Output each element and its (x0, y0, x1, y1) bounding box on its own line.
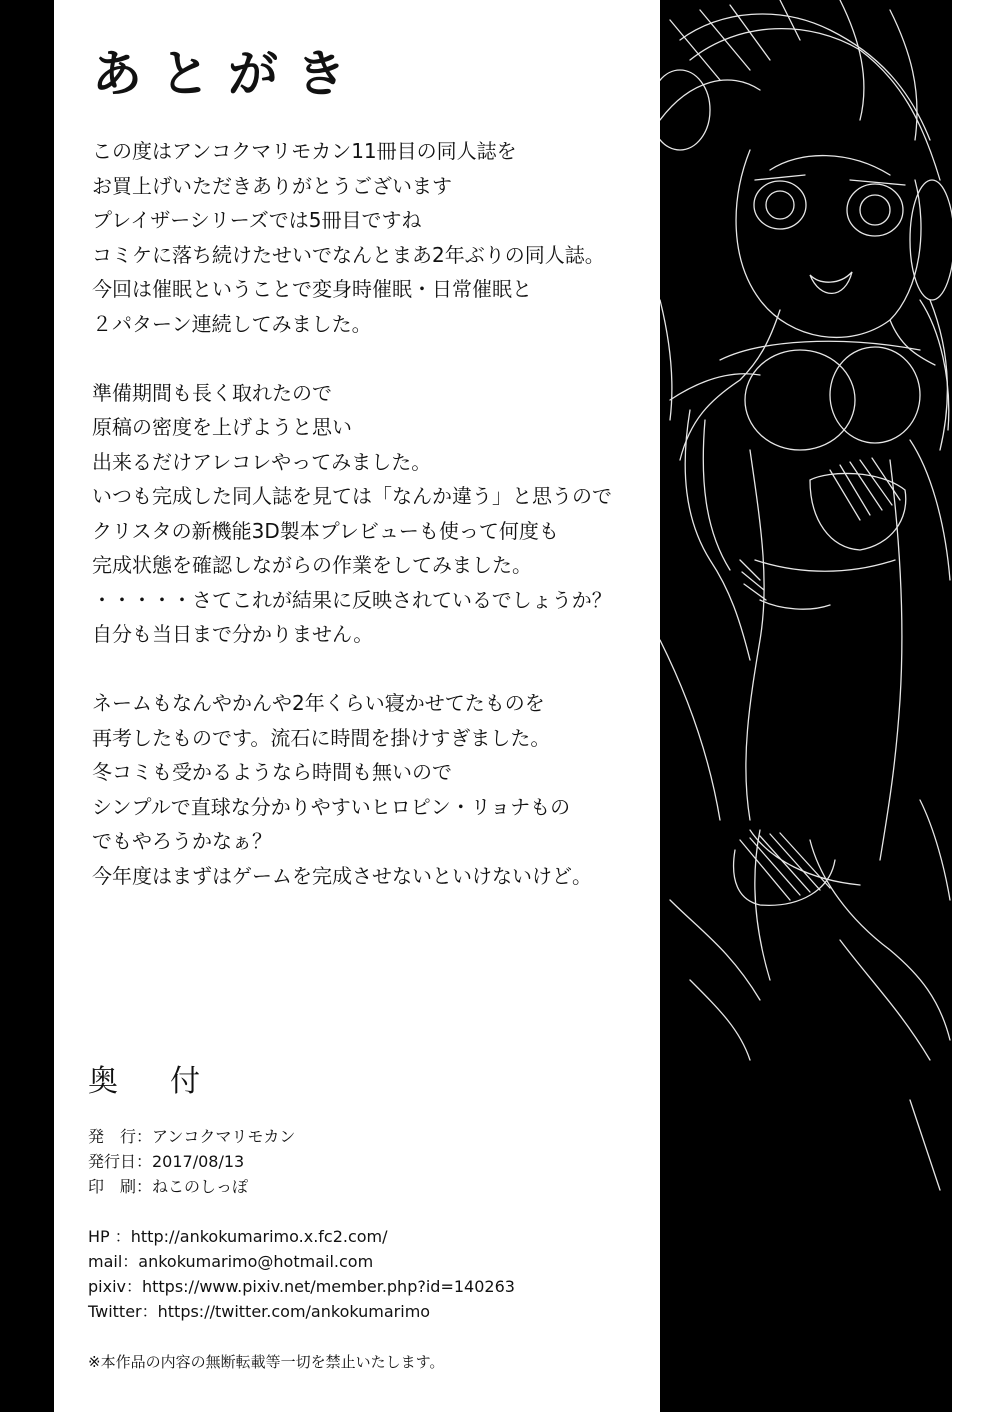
homepage-link[interactable]: HP ：http://ankokumarimo.x.fc2.com/ (88, 1227, 388, 1246)
sketch-illustration-panel (660, 0, 952, 1412)
text-line: いつも完成した同人誌を見ては「なんか違う」と思うので (92, 484, 612, 508)
text-line: 原稿の密度を上げようと思い (92, 415, 352, 439)
text-line: 自分も当日まで分かりません。 (92, 622, 374, 646)
text-line: プレイザーシリーズでは5冊目ですね (92, 208, 422, 232)
right-white-margin (952, 0, 1000, 1412)
text-line: ・・・・・さてこれが結果に反映されているでしょうか？ (92, 587, 612, 612)
afterword-paragraph-1 (92, 134, 652, 341)
text-line: クリスタの新機能3D製本プレビューも使って何度も (92, 518, 559, 543)
pixiv-link[interactable]: pixiv：https://www.pixiv.net/member.php?id=140263 (88, 1277, 515, 1296)
paragraph-gap (92, 341, 652, 376)
text-line: シンプルで直球な分かりやすいヒロピン・リョナもの (92, 794, 571, 819)
text-line: 完成状態を確認しながらの作業をしてみました。 (92, 553, 532, 577)
afterword-title: あとがき (92, 45, 364, 103)
text-line: 今回は催眠ということで変身時催眠・日常催眠と (92, 277, 532, 301)
text-line: 出来るだけアレコレやってみました。 (92, 449, 432, 474)
contact-links (88, 1224, 648, 1324)
paragraph-gap (92, 652, 652, 687)
text-line: コミケに落ち続けたせいでなんとまあ2年ぶりの同人誌。 (92, 242, 605, 267)
text-line: 準備期間も長く取れたので (92, 380, 332, 405)
text-line: この度はアンコクマリモカン11冊目の同人誌を (92, 139, 517, 163)
afterword-body (92, 134, 652, 893)
text-line: お買上げいただきありがとうございます (92, 173, 452, 198)
text-line: 今年度はまずはゲームを完成させないといけないけど。 (92, 863, 592, 888)
copyright-notice: ※本作品の内容の無断転載等一切を禁止いたします。 (88, 1353, 445, 1371)
afterword-paragraph-3 (92, 686, 652, 893)
text-line: 再考したものです。流石に時間を掛けすぎました。 (92, 725, 551, 750)
left-black-bar (0, 0, 54, 1412)
colophon-heading: 奥付 (88, 1064, 252, 1099)
afterword-paragraph-2 (92, 376, 652, 652)
twitter-link[interactable]: Twitter：https://twitter.com/ankokumarimo (88, 1302, 431, 1321)
text-line: ２パターン連続してみました。 (92, 311, 372, 336)
text-line: でもやろうかなぁ？ (92, 829, 272, 853)
publisher-line: 発 行：アンコクマリモカン (88, 1127, 296, 1146)
character-sketch-image (660, 0, 952, 1412)
mail-link[interactable]: mail：ankokumarimo@hotmail.com (88, 1252, 374, 1271)
colophon-details (88, 1124, 648, 1199)
text-line: ネームもなんやかんや2年くらい寝かせてたものを (92, 691, 545, 715)
printer-line: 印 刷：ねこのしっぽ (88, 1177, 249, 1196)
text-line: 冬コミも受かるようなら時間も無いので (92, 760, 452, 784)
publish-date-line: 発行日：2017/08/13 (88, 1152, 245, 1171)
